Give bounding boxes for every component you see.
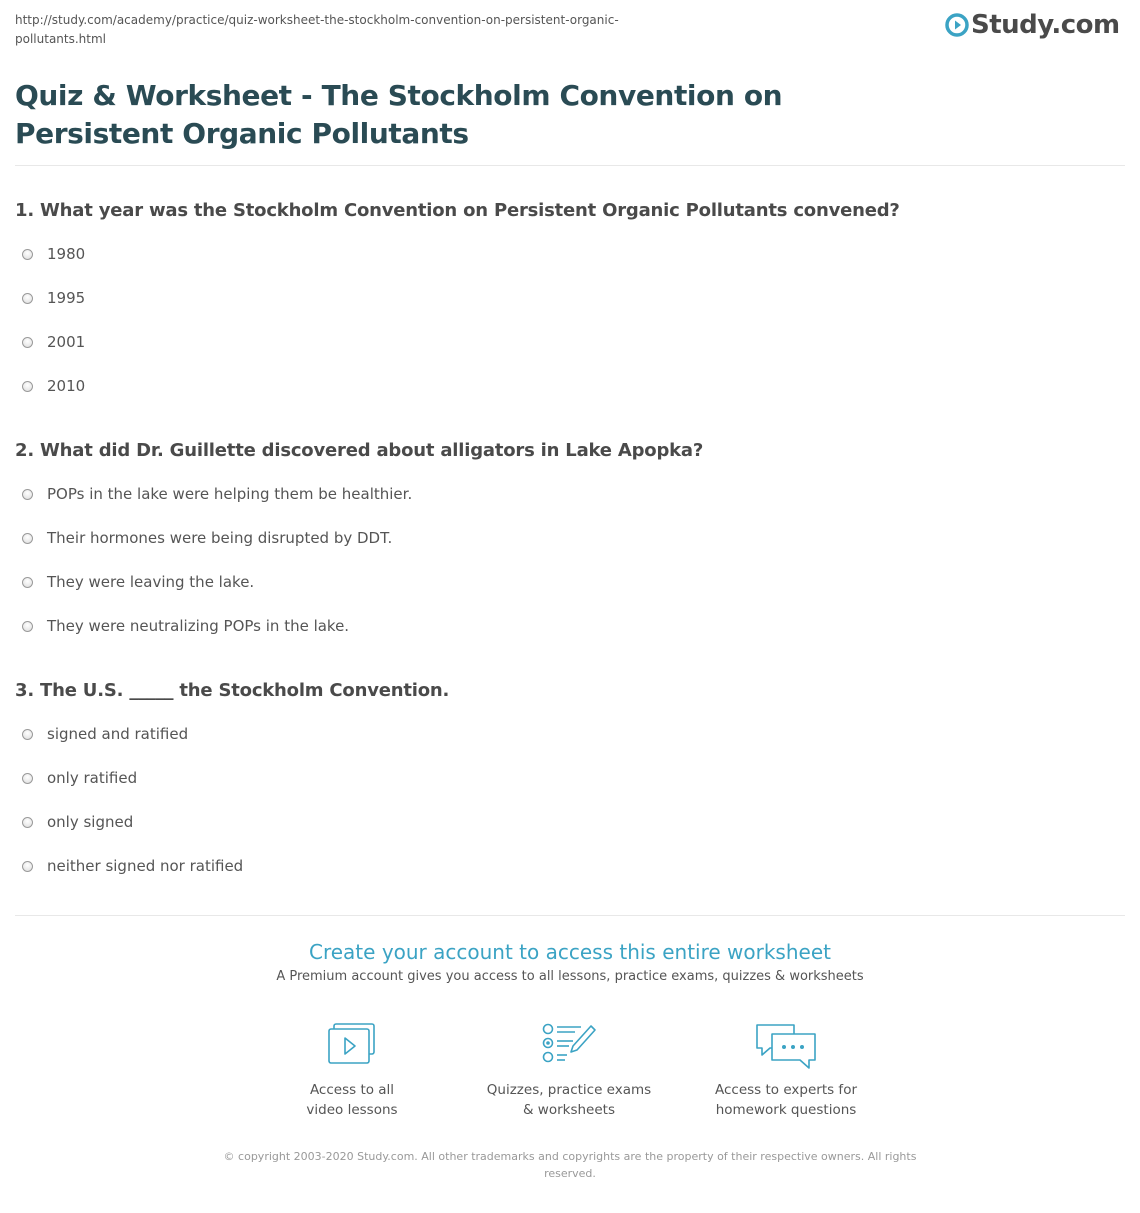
answer-option[interactable] (22, 811, 133, 833)
feature-line: Access to all (309, 1082, 395, 1098)
question-1: 1. What year was the Stockholm Convention on Persistent Organic Pollutants convened? (15, 200, 900, 221)
answer-option[interactable] (22, 287, 85, 309)
chat-bubbles-icon (754, 1022, 818, 1070)
answer-text: 2010 (47, 377, 86, 395)
answer-option[interactable] (22, 483, 412, 505)
radio-button[interactable] (22, 293, 33, 304)
radio-button[interactable] (22, 577, 33, 588)
radio-button[interactable] (22, 773, 33, 784)
page-title: Quiz & Worksheet - The Stockholm Convention on Persistent Organic Pollutants (15, 79, 783, 150)
feature-quizzes (459, 1022, 679, 1120)
divider (15, 915, 1125, 916)
radio-button[interactable] (22, 533, 33, 544)
answer-text: neither signed nor ratified (47, 857, 244, 875)
radio-button[interactable] (22, 621, 33, 632)
radio-button[interactable] (22, 729, 33, 740)
answer-option[interactable] (22, 243, 85, 265)
answer-text: only signed (47, 813, 134, 831)
answer-option[interactable] (22, 571, 254, 593)
radio-button[interactable] (22, 249, 33, 260)
answer-text: signed and ratified (47, 725, 189, 743)
answer-option[interactable] (22, 767, 137, 789)
logo-text: Study.com (971, 10, 1120, 40)
feature-video-lessons (242, 1022, 462, 1120)
create-account-link[interactable]: Create your account to access this entire worksheet (309, 940, 831, 964)
page-url: http://study.com/academy/practice/quiz-worksheet-the-stockholm-convention-on-persistent-organic-pollutants.html (15, 13, 619, 46)
radio-button[interactable] (22, 489, 33, 500)
question-2: 2. What did Dr. Guillette discovered about alligators in Lake Apopka? (15, 440, 704, 461)
answer-option[interactable] (22, 723, 188, 745)
divider (15, 165, 1125, 166)
play-circle-icon (945, 13, 969, 37)
answer-option[interactable] (22, 615, 349, 637)
answer-text: Their hormones were being disrupted by DDT. (47, 529, 393, 547)
radio-button[interactable] (22, 337, 33, 348)
answer-option[interactable] (22, 855, 243, 877)
study-logo[interactable] (945, 8, 1120, 42)
premium-description: A Premium account gives you access to all lessons, practice exams, quizzes & worksheets (276, 969, 864, 984)
question-3: 3. The U.S. _____ the Stockholm Convention. (15, 680, 450, 701)
feature-line: & worksheets (522, 1102, 615, 1118)
feature-line: homework questions (715, 1102, 857, 1118)
answer-text: 1995 (47, 289, 86, 307)
answer-text: 2001 (47, 333, 86, 351)
answer-option[interactable] (22, 527, 392, 549)
feature-line: Access to experts for (714, 1082, 857, 1098)
feature-line: Quizzes, practice exams (486, 1082, 652, 1098)
feature-line: video lessons (306, 1102, 398, 1118)
answer-text: 1980 (47, 245, 86, 263)
answer-option[interactable] (22, 375, 85, 397)
answer-text: POPs in the lake were helping them be healthier. (47, 485, 413, 503)
quiz-checklist-icon (541, 1022, 597, 1066)
answer-text: only ratified (47, 769, 138, 787)
radio-button[interactable] (22, 861, 33, 872)
answer-text: They were leaving the lake. (47, 573, 255, 591)
copyright-notice: © copyright 2003-2020 Study.com. All other trademarks and copyrights are the property of their respective owners. All rights reserved. (223, 1150, 917, 1180)
video-lessons-icon (326, 1022, 378, 1066)
answer-option[interactable] (22, 331, 85, 353)
answer-text: They were neutralizing POPs in the lake. (47, 617, 350, 635)
radio-button[interactable] (22, 381, 33, 392)
feature-experts (676, 1022, 896, 1120)
radio-button[interactable] (22, 817, 33, 828)
